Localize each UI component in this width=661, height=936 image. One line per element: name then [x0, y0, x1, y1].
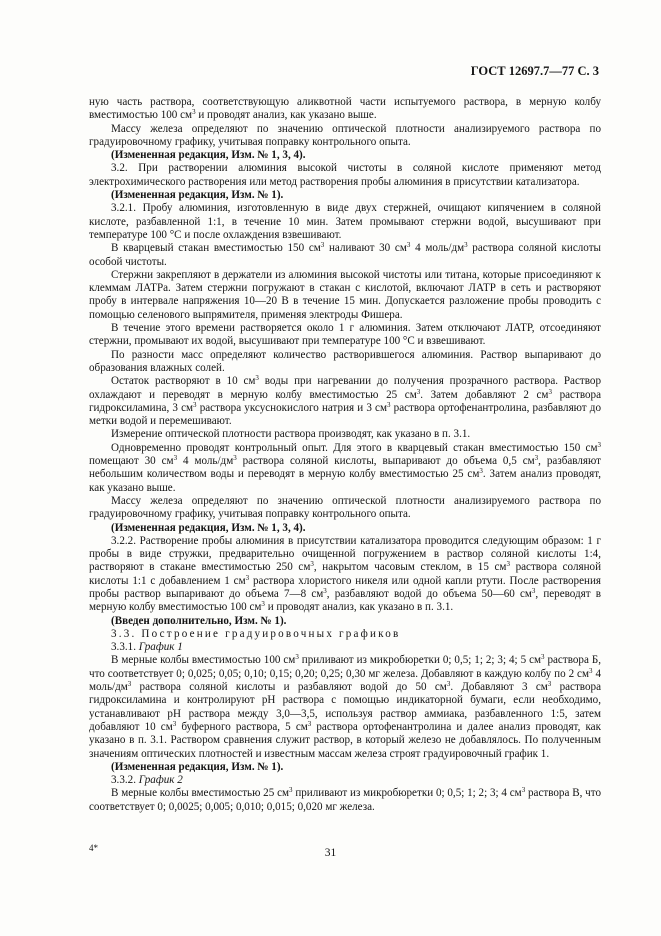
paragraph: Одновременно проводят контрольный опыт. Для этого в кварцевый стакан вместимостью 150 $см^3$ помещают 30 $см^3$ 4 моль/$дм^3$ раствора соляной кислоты, выпаривают до объема 0,5 $см^3$, разбавляют небольшим количеством воды и переводят в мерную колбу вместимостью 25 $см^3$. Затем анализ проводят, как указано выше. — [89, 440, 601, 494]
paragraph: Остаток растворяют в 10 $см^3$ воды при нагревании до получения прозрачного раствора. Раствор охлаждают и переводят в мерную колбу вместимостью 25 $см^3$. Затем добавляют 2 $см^3$ раствора гидроксиламина, 3 $см^3$ раствора уксуснокислого натрия и 3 $см^3$ раствора ортофенантролина, разбавляют до метки водой и перемешивают. — [89, 374, 601, 428]
revision-note: (Измененная редакция, Изм. № 1, 3, 4). — [111, 521, 306, 534]
paragraph: Массу железа определяют по значению оптической плотности анализируемого раствора по градуировочному графику, учитывая поправку контрольного опыта. — [89, 122, 601, 148]
paragraph: 3.3.1. График 1 — [111, 641, 183, 654]
paragraph: В течение этого времени растворяется около 1 г алюминия. Затем отключают ЛАТР, отсоединяют стержни, промывают их водой, высушивают при температуре 100 °С и взвешивают. — [89, 322, 601, 348]
paragraph: Массу железа определяют по значению оптической плотности анализируемого раствора по градуировочному графику, учитывая поправку контрольного опыта. — [89, 494, 601, 521]
paragraph: По разности масс определяют количество растворившегося алюминия. Раствор выпаривают до образования влажных солей. — [89, 348, 601, 374]
page-number: 31 — [324, 847, 337, 859]
paragraph: Измерение оптической плотности раствора производят, как указано в п. 3.1. — [111, 428, 471, 441]
revision-note: (Измененная редакция, Изм. № 1). — [111, 189, 284, 202]
footer-mark: 4* — [89, 843, 98, 853]
paragraph: Стержни закрепляют в держатели из алюминия высокой чистоты или титана, которые присоединяют к клеммам ЛАТРа. Затем стержни погружают в стакан с кислотой, включают ЛАТР в сеть и растворяют пробу в интервале напряжения 10—20 В в течение 15 мин. Допускается разложение пробы проводить с помощью селенового выпрямителя, применяя электроды Фишера. — [89, 268, 601, 321]
revision-note: (Измененная редакция, Изм. № 1, 3, 4). — [111, 149, 306, 162]
paragraph: В мерные колбы вместимостью 25 $см^3$ приливают из микробюретки 0; 0,5; 1; 2; 3; 4 $см^3$ раствора В, что соответствует 0; 0,0025; 0,005; 0,010; 0,015; 0,020 мг железа. — [89, 786, 601, 813]
paragraph: 3.3.2. График 2 — [111, 774, 183, 787]
standard-header: ГОСТ 12697.7—77 С. 3 — [470, 64, 599, 78]
revision-note: (Измененная редакция, Изм. № 1). — [111, 760, 284, 773]
paragraph: 3.3. Построение градуировочных графиков — [111, 627, 401, 640]
paragraph: 3.2.1. Пробу алюминия, изготовленную в виде двух стержней, очищают кипячением в соляной кислоте, разбавленной 1:1, в течение 10 мин. Затем промывают стержни водой, высушивают при температуре 100 °С и после охлаждения взвешивают. — [89, 202, 601, 241]
paragraph: 3.2. При растворении алюминия высокой чистоты в соляной кислоте применяют метод электрохимического растворения или метод растворения пробы алюминия в присутствии катализатора. — [89, 162, 601, 188]
paragraph: 3.2.2. Растворение пробы алюминия в присутствии катализатора проводится следующим образом: 1 г пробы в виде стружки, предварительно очищенной погружением в раствор соляной кислоты 1:4, растворяют в стакане вместимостью 250 $см^3$, накрытом часовым стеклом, в 15 $см^3$ раствора соляной кислоты 1:1 с добавлением 1 $см^3$ раствора хлористого никеля или одной капли ртути. После растворения пробы раствор выпаривают до объема 7—8 $см^3$, разбавляют водой до объема 50—60 $см^3$, переводят в мерную колбу вместимостью 100 $см^3$ и проводят анализ, как указано в п. 3.1. — [89, 534, 602, 614]
document-body — [89, 96, 601, 814]
revision-note: (Введен дополнительно, Изм. № 1). — [111, 614, 287, 627]
paragraph: В мерные колбы вместимостью 100 $см^3$ приливают из микробюретки 0; 0,5; 1; 2; 3; 4; 5 $см^3$ раствора Б, что соответствует 0; 0,025; 0,05; 0,10; 0,15; 0,20; 0,25; 0,30 мг железа. Добавляют в каждую колбу по 2 $см^3$ 4 моль/$дм^3$ раствора соляной кислоты и разбавляют водой до 50 $см^3$. Добавляют 3 $см^3$ раствора гидроксиламина и контролируют pH раствора с помощью индикаторной бумаги, если необходимо, устанавливают pH раствора между 3,0—3,5, используя раствор аммиака, разбавленного 1:5, затем добавляют 10 $см^3$ буферного раствора, 5 $см^3$ раствора ортофенантролина и далее анализ проводят, как указано в п. 3.1. Раствором сравнения служит раствор, в который железо не добавлялось. По полученным значениям оптических плотностей и известным массам железа строят градуировочный график 1. — [89, 653, 602, 760]
paragraph: ную часть раствора, соответствующую аликвотной части испытуемого раствора, в мерную колбу вместимостью 100 $см^3$ и проводят анализ, как указано выше. — [89, 96, 601, 122]
paragraph: В кварцевый стакан вместимостью 150 $см^3$ наливают 30 $см^3$ 4 моль/$дм^3$ раствора соляной кислоты особой чистоты. — [89, 241, 602, 268]
